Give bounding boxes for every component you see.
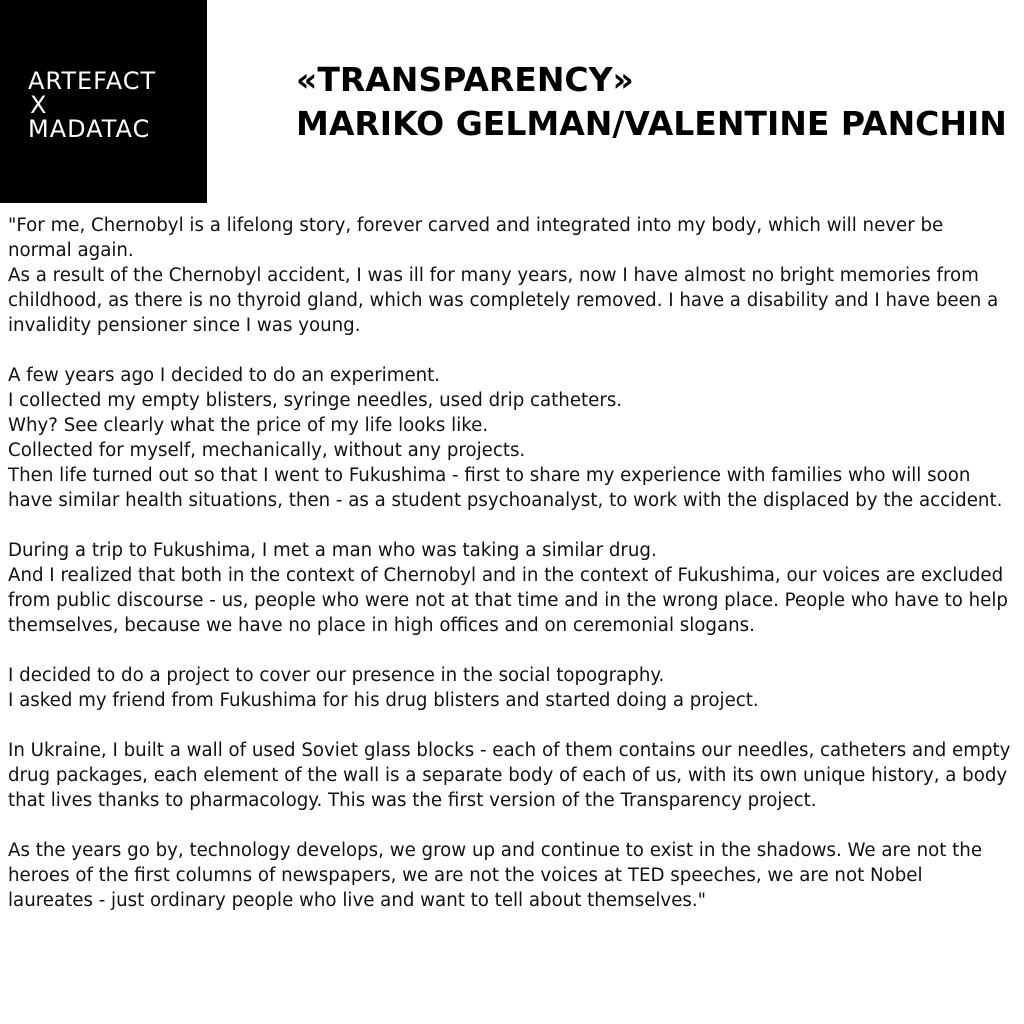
paragraph-line: As a result of the Chernobyl accident, I was ill for many years, now I have almost no bright memories from childhood, as there is no thyroid gland, which was completely removed. I have a disability and I have been a invalidity pensioner since I was young. — [8, 265, 999, 336]
logo-line-artefact: ARTEFACT — [28, 67, 157, 95]
paragraph-line: A few years ago I decided to do an experiment. — [8, 365, 441, 386]
paragraph-1 — [8, 213, 1012, 338]
paragraph-line: Collected for myself, mechanically, without any projects. — [8, 440, 526, 461]
paragraph-line: Why? See clearly what the price of my life looks like. — [8, 415, 489, 436]
logo-text — [28, 69, 156, 141]
logo-line-madatac: MADATAC — [28, 115, 151, 143]
logo — [0, 0, 207, 203]
paragraph-2 — [8, 363, 1012, 513]
paragraph-line: "For me, Chernobyl is a lifelong story, forever carved and integrated into my body, which will never be normal again. — [8, 215, 944, 261]
paragraph-line: Then life turned out so that I went to Fukushima - first to share my experience with families who will soon have similar health situations, then - as a student psychoanalyst, to work with the displaced by the accident. — [8, 465, 1003, 511]
paragraph-4 — [8, 663, 1012, 713]
paragraph-line: During a trip to Fukushima, I met a man who was taking a similar drug. — [8, 540, 657, 561]
statement-text — [8, 213, 1012, 938]
paragraph-line: I decided to do a project to cover our presence in the social topography. — [8, 665, 665, 686]
paragraph-5 — [8, 738, 1012, 813]
paragraph-line: And I realized that both in the context of Chernobyl and in the context of Fukushima, our voices are excluded from public discourse - us, people who were not at that time and in the wrong place. People who have to help themselves, because we have no place in high offices and on ceremonial slogans. — [8, 565, 1008, 636]
page-title: «TRANSPARENCY» — [296, 60, 634, 99]
paragraph-6 — [8, 838, 1012, 913]
paragraph-3 — [8, 538, 1012, 638]
paragraph-line: I asked my friend from Fukushima for his drug blisters and started doing a project. — [8, 690, 759, 711]
paragraph-line: In Ukraine, I built a wall of used Soviet glass blocks - each of them contains our needles, catheters and empty drug packages, each element of the wall is a separate body of each of us, with its own unique history, a body that lives thanks to pharmacology. This was the first version of the Transparency project. — [8, 740, 1011, 811]
paragraph-line: As the years go by, technology develops, we grow up and continue to exist in the shadows. We are not the heroes of the first columns of newspapers, we are not the voices at TED speeches, we are not Nobel laureates - just ordinary people who live and want to tell about themselves." — [8, 840, 983, 911]
page-header — [296, 58, 1016, 146]
logo-line-x: X — [30, 91, 48, 119]
page-subtitle: MARIKO GELMAN/VALENTINE PANCHIN — [296, 104, 1007, 143]
paragraph-line: I collected my empty blisters, syringe needles, used drip catheters. — [8, 390, 623, 411]
